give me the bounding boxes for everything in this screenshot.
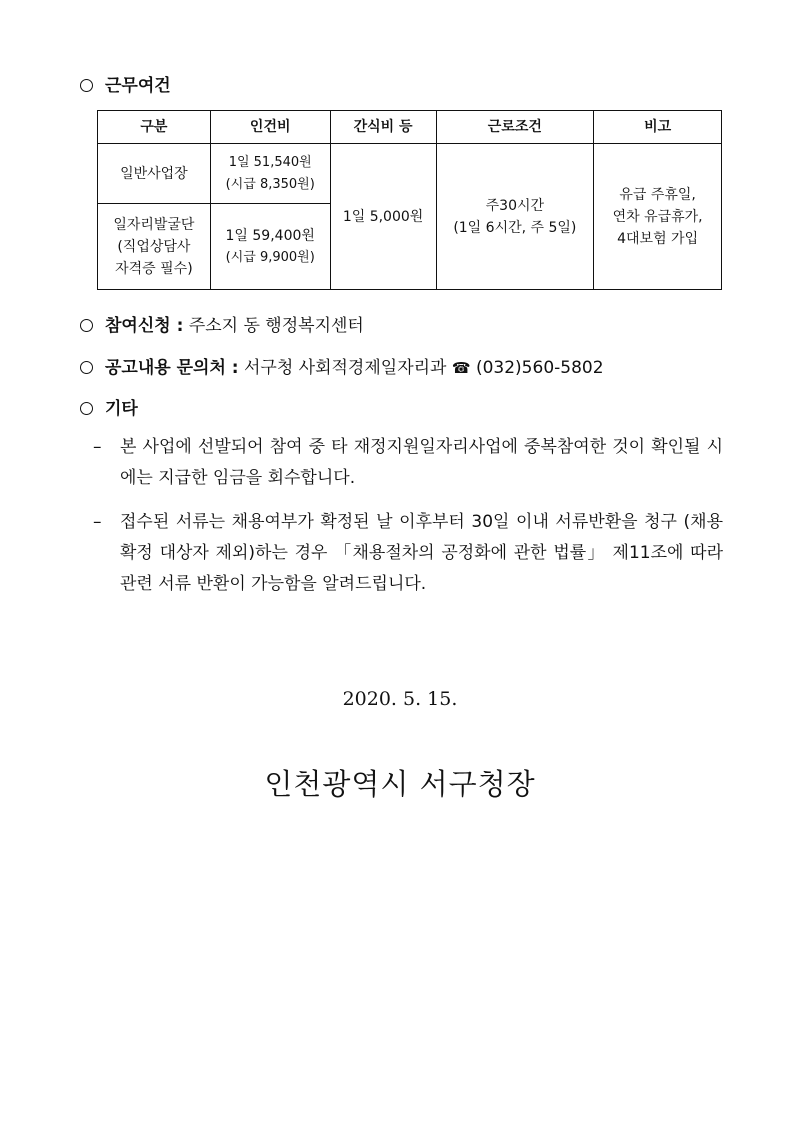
header-remarks: 비고 bbox=[594, 111, 722, 144]
circle-bullet-icon bbox=[80, 79, 93, 92]
circle-bullet-icon bbox=[80, 361, 93, 374]
work-conditions-table bbox=[97, 110, 722, 290]
note-item: – 접수된 서류는 채용여부가 확정된 날 이후부터 30일 이내 서류반환을 청구 (채용확정 대상자 제외)하는 경우 「채용절차의 공정화에 관한 법률」 제11조에 따라 관련 서류 반환이 가능함을 알려드립니다. bbox=[93, 507, 723, 600]
note-item: – 본 사업에 선발되어 참여 중 타 재정지원일자리사업에 중복참여한 것이 확인될 시에는 지급한 임금을 회수합니다. bbox=[93, 432, 723, 494]
dash-bullet: – bbox=[93, 437, 102, 457]
header-snack: 간식비 등 bbox=[330, 111, 436, 144]
header-category: 구분 bbox=[98, 111, 211, 144]
section-work-conditions: 근무여건 bbox=[80, 76, 171, 96]
signer-name: 인천광역시 서구청장 bbox=[264, 767, 536, 801]
row-category: 일자리발굴단 (직업상담사 자격증 필수) bbox=[98, 204, 211, 290]
section-contact: 공고내용 문의처 : 서구청 사회적경제일자리과 ☎ (032)560-5802 bbox=[80, 358, 604, 378]
remarks-cell: 유급 주휴일, 연차 유급휴가, 4대보험 가입 bbox=[594, 144, 722, 290]
conditions-cell: 주30시간 (1일 6시간, 주 5일) bbox=[436, 144, 594, 290]
circle-bullet-icon bbox=[80, 402, 93, 415]
table-header-row bbox=[98, 111, 722, 144]
snack-cost-cell: 1일 5,000원 bbox=[330, 144, 436, 290]
row-category: 일반사업장 bbox=[98, 144, 211, 204]
phone-icon: ☎ bbox=[451, 359, 471, 377]
table-row bbox=[98, 144, 722, 204]
section-apply: 참여신청 : 주소지 동 행정복지센터 bbox=[80, 316, 364, 336]
header-conditions: 근로조건 bbox=[436, 111, 594, 144]
document-date: 2020. 5. 15. bbox=[342, 688, 458, 710]
header-pay: 인건비 bbox=[210, 111, 330, 144]
dash-bullet: – bbox=[93, 512, 102, 532]
section-etc: 기타 bbox=[80, 399, 138, 419]
row-pay: 1일 59,400원 (시급 9,900원) bbox=[210, 204, 330, 290]
row-pay: 1일 51,540원 (시급 8,350원) bbox=[210, 144, 330, 204]
circle-bullet-icon bbox=[80, 319, 93, 332]
